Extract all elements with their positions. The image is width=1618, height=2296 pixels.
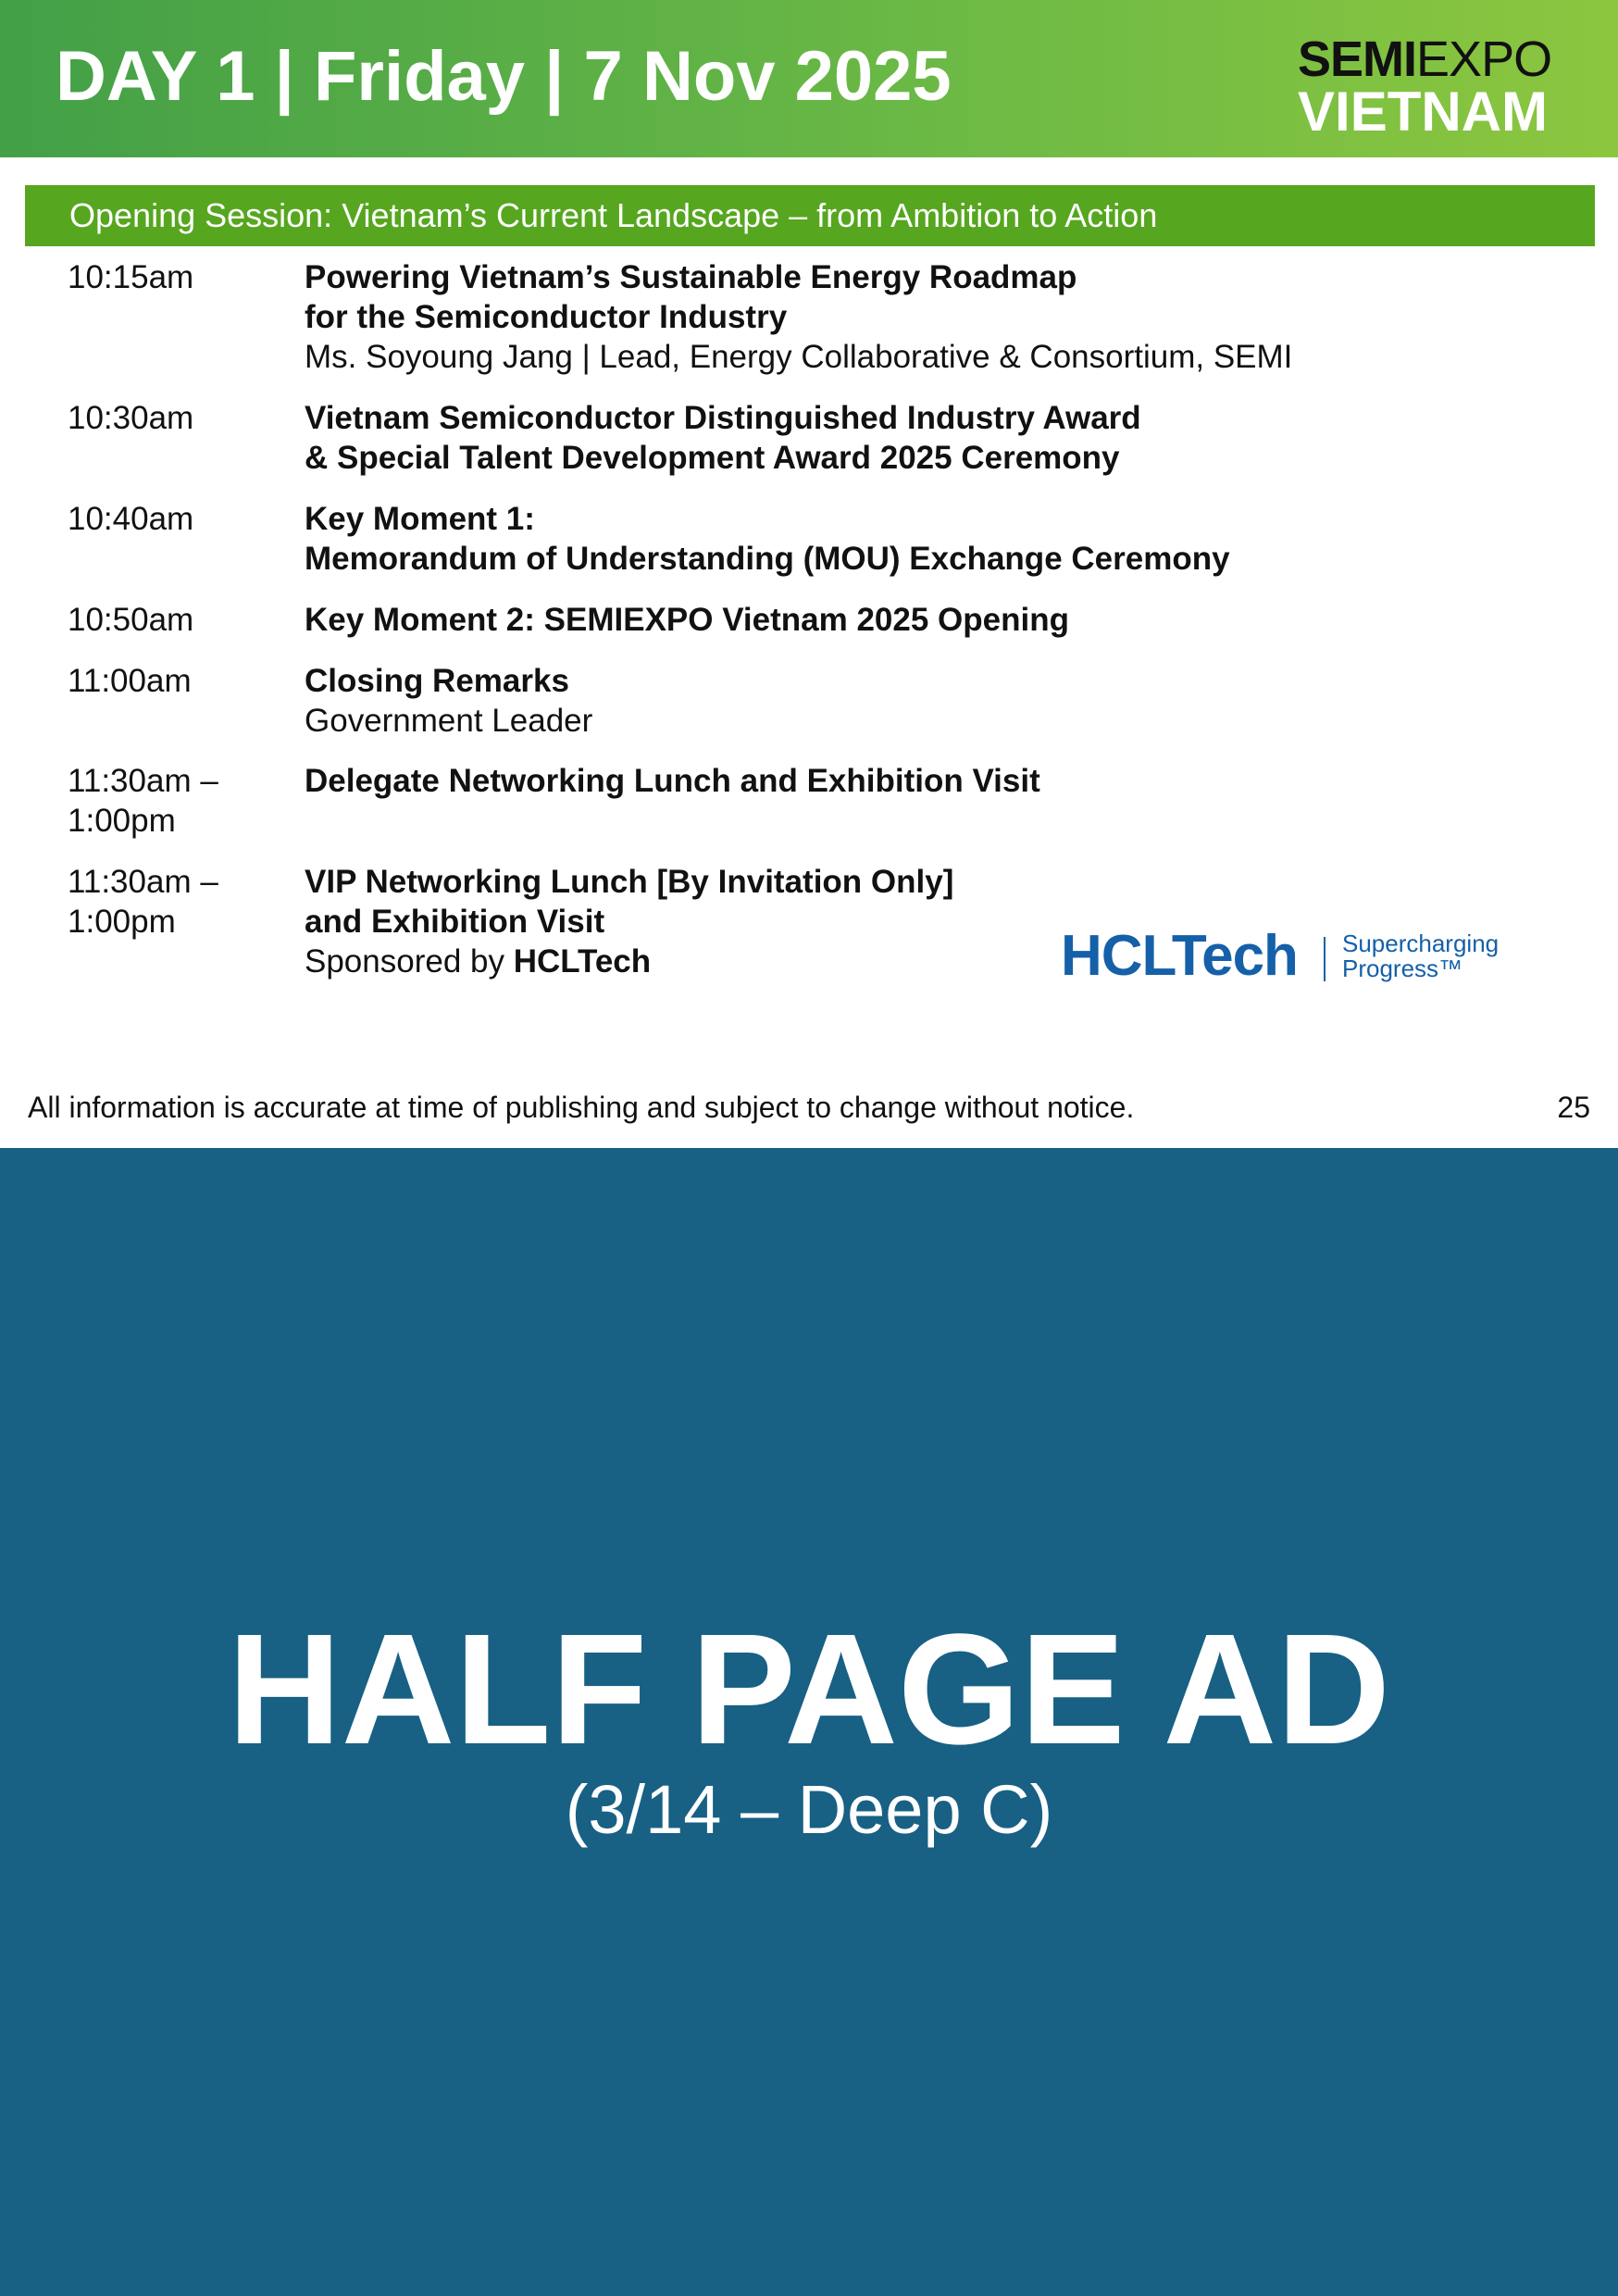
- agenda-title-line: for the Semiconductor Industry: [305, 299, 788, 335]
- agenda-time: 11:30am – 1:00pm: [68, 864, 218, 940]
- agenda-title-line: VIP Networking Lunch [By Invitation Only]: [305, 864, 954, 900]
- hcltech-logo: [1061, 924, 1524, 989]
- footer-disclaimer: All information is accurate at time of publishing and subject to change without notice.: [28, 1091, 1135, 1124]
- ad-subtitle: (3/14 – Deep C): [565, 1771, 1053, 1848]
- sponsor-prefix: Sponsored by: [305, 943, 514, 980]
- day-title: DAY 1 | Friday | 7 Nov 2025: [56, 37, 952, 116]
- agenda-time: 10:40am: [68, 501, 194, 537]
- agenda-title-line: Memorandum of Understanding (MOU) Exchange Ceremony: [305, 541, 1230, 577]
- agenda-time: 10:50am: [68, 602, 194, 638]
- agenda-title-line: Key Moment 1:: [305, 501, 535, 537]
- agenda-speaker: Ms. Soyoung Jang | Lead, Energy Collaborative & Consortium, SEMI: [305, 339, 1293, 375]
- agenda-title-line: & Special Talent Development Award 2025 Ceremony: [305, 440, 1120, 476]
- agenda-title-line: Delegate Networking Lunch and Exhibition Visit: [305, 763, 1040, 799]
- agenda-title-line: Key Moment 2: SEMIEXPO Vietnam 2025 Opening: [305, 602, 1069, 638]
- logo-vietnam-text: VIETNAM: [1298, 81, 1548, 143]
- hcltech-wordmark: HCLTech: [1061, 924, 1298, 988]
- agenda-time: 10:15am: [68, 259, 194, 295]
- agenda-time: 11:00am: [68, 663, 192, 699]
- agenda-title-line: Closing Remarks: [305, 663, 569, 699]
- agenda-title-line: Powering Vietnam’s Sustainable Energy Roadmap: [305, 259, 1077, 295]
- logo-semi-text: SEMI: [1298, 31, 1417, 87]
- session-title: Opening Session: Vietnam’s Current Landscape – from Ambition to Action: [69, 196, 1158, 234]
- session-title-bar: [25, 185, 1595, 246]
- sponsor-name: HCLTech: [513, 943, 652, 980]
- agenda-time: 10:30am: [68, 400, 194, 436]
- logo-expo-text: EXPO: [1416, 31, 1552, 87]
- half-page-ad: [0, 1148, 1618, 2296]
- page-header: [0, 0, 1618, 157]
- agenda-speaker: Government Leader: [305, 703, 593, 739]
- semiexpo-vietnam-logo: [1298, 31, 1594, 143]
- page-number: 25: [1557, 1091, 1590, 1124]
- agenda-title-line: and Exhibition Visit: [305, 904, 605, 940]
- logo-divider: [1324, 937, 1326, 981]
- agenda-time: 11:30am – 1:00pm: [68, 763, 218, 839]
- agenda-title-line: Vietnam Semiconductor Distinguished Industry Award: [305, 400, 1141, 436]
- ad-title: HALF PAGE AD: [227, 1602, 1391, 1778]
- hcltech-tagline: Supercharging Progress™: [1342, 930, 1500, 982]
